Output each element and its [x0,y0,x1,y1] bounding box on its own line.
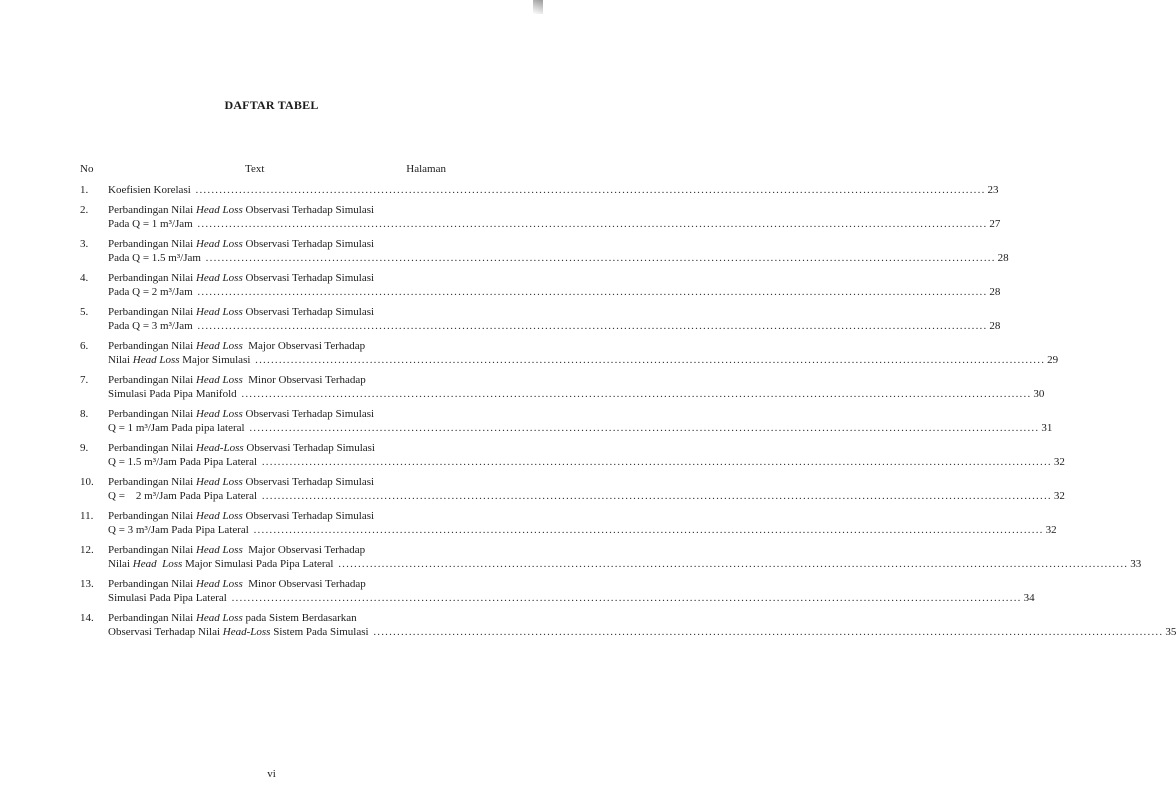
entry-title [108,271,1000,299]
page-corner-shadow [533,0,543,14]
entry-line [108,509,1057,523]
entry-text [108,319,195,333]
italic-term: Head Loss [195,510,243,522]
list-item [80,305,1001,333]
entry-line [108,591,1035,605]
entry-text [108,183,194,197]
italic-term: Head Loss [195,204,243,216]
page-ref: 31 [1041,422,1053,434]
entry-title [108,475,1065,503]
text-segment: Q = 1 m³/Jam Pada pipa lateral [108,422,248,434]
list-item [80,407,1053,435]
entry-text [108,373,366,387]
text-segment: Major Observasi Terhadap [242,340,366,352]
entry-line [108,305,1000,319]
entry-number: 2. [80,204,89,216]
entry-title [108,237,1009,265]
text-segment: Observasi Terhadap Simulasi [242,204,375,216]
italic-term: Head-Loss [195,442,244,454]
entry-line [108,523,1057,537]
list-item [80,373,1045,401]
dot-leader: ........................................................................................................................................................................................................ [241,388,1032,400]
text-segment: Observasi Terhadap Simulasi [242,510,375,522]
entry-title [108,203,1000,231]
entry-line [108,373,1044,387]
entry-number: 1. [80,184,89,196]
dot-leader: ........................................................................................................................................................................................................ [261,490,1052,502]
entry-title [108,183,999,197]
text-segment: Q = 1.5 m³/Jam Pada Pipa Lateral [108,456,260,468]
entry-line [108,407,1052,421]
entry-text [108,271,374,285]
dot-leader: ........................................................................................................................................................................................................ [197,286,988,298]
page-ref: 32 [1053,490,1065,502]
entry-text [108,353,253,367]
text-segment: Perbandingan Nilai [108,306,196,318]
italic-term: Head Loss [132,558,183,570]
entry-text [108,591,230,605]
entry-number: 14. [80,612,94,624]
entry-text [108,217,195,231]
text-segment: Perbandingan Nilai [108,612,196,624]
entry-text [108,441,375,455]
entry-number: 8. [80,408,89,420]
page-ref: 30 [1033,388,1045,400]
entry-title [108,373,1044,401]
italic-term: Head Loss [195,238,243,250]
page-ref: 27 [989,218,1001,230]
italic-term: Head Loss [195,476,243,488]
entry-text [108,543,365,557]
dot-leader: ........................................................................................................................................................................................................ [231,592,1022,604]
italic-term: Head Loss [195,272,243,284]
entry-text [108,285,195,299]
entry-line [108,203,1000,217]
text-segment: Pada Q = 1 m³/Jam [108,218,196,230]
entry-line [108,285,1000,299]
entry-number: 9. [80,442,89,454]
entry-number: 6. [80,340,89,352]
dot-leader: ........................................................................................................................................................................................................ [373,626,1164,638]
entry-number: 4. [80,272,89,284]
list-item [80,543,1142,571]
entry-number: 7. [80,374,89,386]
text-segment: Perbandingan Nilai [108,204,196,216]
entry-line [108,441,1065,455]
text-segment: Observasi Terhadap Simulasi [242,306,375,318]
page-ref: 28 [989,320,1001,332]
dot-leader: ........................................................................................................................................................................................................ [197,320,988,332]
entry-title [108,305,1000,333]
text-segment: Major Simulasi Pada Pipa Lateral [182,558,337,570]
entry-text [108,625,371,639]
entry-text [108,203,374,217]
entry-text [108,475,374,489]
dot-leader: ........................................................................................................................................................................................................ [249,422,1040,434]
column-header-text: Text [245,163,265,175]
dot-leader: ........................................................................................................................................................................................................ [205,252,996,264]
entry-number: 10. [80,476,94,488]
text-segment: Perbandingan Nilai [108,476,196,488]
entry-title [108,407,1052,435]
entry-number: 5. [80,306,89,318]
column-header-page: Halaman [406,163,446,175]
list-item [80,339,1059,367]
text-segment: Simulasi Pada Pipa Lateral [108,592,230,604]
text-segment: Observasi Terhadap Simulasi [243,442,375,454]
italic-term: Head Loss [195,374,243,386]
text-segment: Perbandingan Nilai [108,374,196,386]
entry-line [108,625,1176,639]
text-segment: Pada Q = 2 m³/Jam [108,286,196,298]
text-segment: Minor Observasi Terhadap [242,578,366,590]
page-ref: 29 [1047,354,1059,366]
page-ref: 28 [989,286,1001,298]
text-segment: Koefisien Korelasi [108,184,194,196]
dot-leader: ........................................................................................................................................................................................................ [255,354,1046,366]
entry-line [108,237,1009,251]
entry-line [108,339,1058,353]
text-segment: Q = 2 m³/Jam Pada Pipa Lateral [108,490,260,502]
entry-title [108,441,1065,469]
entry-text [108,611,357,625]
entry-text [108,237,374,251]
entry-line [108,489,1065,503]
entry-text [108,509,374,523]
text-segment: Observasi Terhadap Nilai [108,626,223,638]
dot-leader: ........................................................................................................................................................................................................ [261,456,1052,468]
entry-text [108,421,247,435]
text-segment: Sistem Pada Simulasi [270,626,372,638]
page-ref: 34 [1023,592,1035,604]
page-ref: 32 [1045,524,1057,536]
list-item [80,509,1057,537]
entry-text [108,407,374,421]
italic-term: Head Loss [195,612,243,624]
entry-title [108,339,1058,367]
text-segment: Minor Observasi Terhadap [242,374,366,386]
entry-line [108,183,999,197]
text-segment: Pada Q = 1.5 m³/Jam [108,252,204,264]
entry-title [108,611,1176,639]
entry-line [108,387,1044,401]
entry-line [108,611,1176,625]
entry-text [108,489,260,503]
entry-number: 11. [80,510,94,522]
column-header-no: No [80,163,94,175]
entry-line [108,421,1052,435]
text-segment: pada Sistem Berdasarkan [242,612,357,624]
entry-number: 12. [80,544,94,556]
entry-text [108,339,365,353]
list-item [80,271,1001,299]
entry-line [108,557,1141,571]
list-item [80,237,1009,265]
page-ref: 35 [1165,626,1176,638]
list-item [80,475,1065,503]
text-segment: Major Simulasi [179,354,254,366]
text-segment: Observasi Terhadap Simulasi [242,272,375,284]
italic-term: Head Loss [195,408,243,420]
list-item [80,441,1065,469]
text-segment: Perbandingan Nilai [108,238,196,250]
dot-leader: ........................................................................................................................................................................................................ [195,184,986,196]
text-segment: Perbandingan Nilai [108,408,196,420]
text-segment: Perbandingan Nilai [108,578,196,590]
text-segment: Perbandingan Nilai [108,340,196,352]
entry-line [108,271,1000,285]
entry-text [108,251,204,265]
entry-title [108,509,1057,537]
italic-term: Head Loss [195,544,243,556]
italic-term: Head Loss [132,354,180,366]
text-segment: Perbandingan Nilai [108,272,196,284]
entry-line [108,475,1065,489]
text-segment: Nilai [108,558,133,570]
entry-text [108,455,260,469]
page-title: DAFTAR TABEL [224,98,319,112]
entry-line [108,543,1141,557]
dot-leader: ........................................................................................................................................................................................................ [197,218,988,230]
text-segment: Perbandingan Nilai [108,442,196,454]
text-segment: Pada Q = 3 m³/Jam [108,320,196,332]
text-segment: Nilai [108,354,133,366]
entry-text [108,387,239,401]
text-segment: Major Observasi Terhadap [242,544,366,556]
entry-number: 13. [80,578,94,590]
list-item [80,577,1035,605]
text-segment: Observasi Terhadap Simulasi [242,238,375,250]
italic-term: Head Loss [195,306,243,318]
entry-line [108,319,1000,333]
page-ref: 33 [1130,558,1142,570]
text-segment: Q = 3 m³/Jam Pada Pipa Lateral [108,524,252,536]
page-ref: 23 [987,184,999,196]
dot-leader: ........................................................................................................................................................................................................ [338,558,1129,570]
italic-term: Head Loss [195,340,243,352]
page-number: vi [267,768,276,780]
entry-text [108,305,374,319]
entry-line [108,353,1058,367]
entry-text [108,577,366,591]
entry-text [108,523,252,537]
entry-title [108,543,1141,571]
italic-term: Head Loss [195,578,243,590]
list-item [80,611,1176,639]
page-ref: 28 [997,252,1009,264]
text-segment: Simulasi Pada Pipa Manifold [108,388,240,400]
text-segment: Observasi Terhadap Simulasi [242,408,375,420]
page-ref: 32 [1053,456,1065,468]
entry-title [108,577,1035,605]
dot-leader: ........................................................................................................................................................................................................ [253,524,1044,536]
table-list [80,183,1176,645]
list-item [80,183,999,197]
list-item [80,203,1001,231]
italic-term: Head-Loss [222,626,271,638]
entry-line [108,577,1035,591]
text-segment: Perbandingan Nilai [108,544,196,556]
entry-line [108,217,1000,231]
text-segment: Observasi Terhadap Simulasi [242,476,375,488]
entry-text [108,557,336,571]
text-segment: Perbandingan Nilai [108,510,196,522]
entry-number: 3. [80,238,89,250]
entry-line [108,455,1065,469]
entry-line [108,251,1009,265]
